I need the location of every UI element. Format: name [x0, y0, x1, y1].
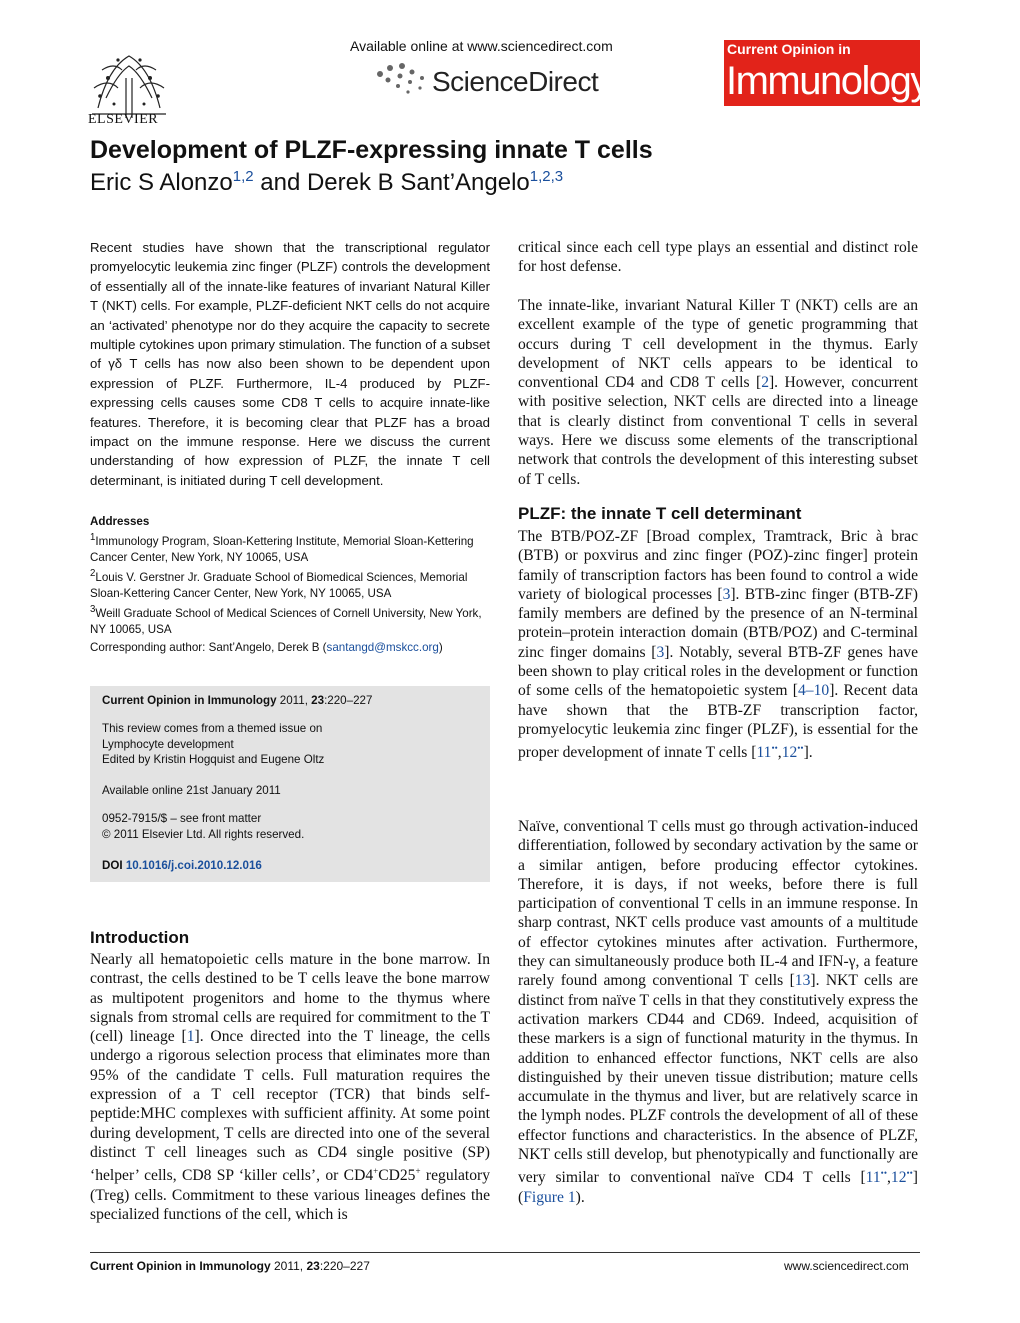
author-2: and Derek B Sant’Angelo — [253, 169, 530, 196]
infobox-issn: 0952-7915/$ – see front matter — [102, 812, 262, 825]
journal-banner — [724, 40, 929, 106]
available-online-text: Available online at www.sciencedirect.com — [350, 38, 613, 54]
infobox-theme-2: Lymphocyte development — [102, 738, 234, 751]
corresponding-author: Corresponding author: Sant’Angelo, Derek B (santangd@mskcc.org) — [90, 641, 443, 654]
author-line — [90, 168, 563, 197]
infobox-copyright: © 2011 Elsevier Ltd. All rights reserved. — [102, 828, 305, 841]
infobox-editors: Edited by Kristin Hogquist and Eugene Oltz — [102, 753, 325, 766]
address-item: $^3$Weill Graduate School of Medical Sciences of Cornell University, New York, NY 10065, USA — [90, 604, 482, 637]
abstract: Recent studies have shown that the transcriptional regulator promyelocytic leukemia zinc finger (PLZF) controls the development of essentially all of the innate-like features of invariant Natural Killer T (NKT) cells. For example, PLZF-deficient NKT cells do not acquire an ‘activated’ phenotype nor do they acquire the capacity to secrete multiple cytokines upon primary stimulation. The function of a subset of γδ T cells has now also been shown to be dependent upon expression of PLZF. Furthermore, IL-4 produced by PLZF-expressing cells causes some CD8 T cells to acquire innate-like features. Therefore, it is becoming clear that PLZF has a broad impact on the immune response. Here we discuss the current understanding of how expression of PLZF, the innate T cell determinant, is initiated during T cell development. — [90, 240, 490, 488]
addresses — [90, 514, 490, 638]
paragraph: The BTB/POZ-ZF [Broad complex, Tramtrack, Bric à brac (BTB) or poxvirus and zinc finger (POZ)-zinc finger] protein family of transcription factors has been found to control a wide variety of biological processes [3]. BTB-zinc finger (BTB-ZF) family members are defined by the presence of an N-terminal protein–protein interaction domain (BTB/POZ) and C-terminal zinc finger domains [3]. Notably, several BTB-ZF genes have been shown to play critical roles in the development or function of some cells of the hematopoietic system [4–10]. Recent data have shown that the BTB-ZF transcription factor, promyelocytic leukemia zinc finger (PLZF), is essential for the proper development of innate T cells [11••,12••]. — [518, 528, 919, 762]
figure-link[interactable]: Figure 1 — [523, 1188, 576, 1206]
section-heading-plzf: PLZF: the innate T cell determinant — [518, 504, 802, 523]
elsevier-wordmark: ELSEVIER — [88, 112, 159, 127]
addresses-heading: Addresses — [90, 515, 150, 528]
infobox-available: Available online 21st January 2011 — [102, 784, 281, 797]
infobox-theme-1: This review comes from a themed issue on — [102, 722, 323, 735]
journal-banner-top: Current Opinion in — [727, 41, 851, 57]
article-title: Development of PLZF-expressing innate T cells — [90, 136, 653, 164]
address-item: $^2$Louis V. Gerstner Jr. Graduate School of Biomedical Sciences, Memorial Sloan-Kettering Cancer Center, New York, NY 10065, USA — [90, 568, 468, 601]
citation-link[interactable]: 13 — [794, 972, 811, 990]
footer-site[interactable]: www.sciencedirect.com — [784, 1259, 909, 1273]
infobox-citation: Current Opinion in Immunology 2011, 23:220–227 — [102, 694, 373, 707]
doi-link[interactable]: 10.1016/j.coi.2010.12.016 — [125, 859, 262, 872]
infobox-doi: DOI 10.1016/j.coi.2010.12.016 — [102, 859, 262, 872]
citation-link[interactable]: 12 — [890, 1169, 907, 1187]
footer-citation: Current Opinion in Immunology 2011, 23:220–227 — [90, 1259, 370, 1273]
email-link[interactable]: santangd@mskcc.org — [326, 641, 439, 654]
introduction-paragraph: Nearly all hematopoietic cells mature in the bone marrow. In contrast, the cells destined to be T cells leave the bone marrow as multipotent progenitors and home to the thymus where signals from stromal cells are required for commitment to the T (cell) lineage [1]. Once directed into the T lineage, the cells undergo a rigorous selection process that eliminates more than 95% of the candidate T cells. Full maturation requires the expression of a T cell receptor (TCR) that binds self-peptide:MHC complexes with sufficient affinity. At some point during development, T cells are directed into one of the several distinct T cell lineages such as CD4 single positive (SP) ‘helper’ cells, CD8 SP ‘killer cells’, or CD4+CD25+ regulatory (Treg) cells. Commitment to these various lineages defines the specialized functions of the cell, which is — [90, 951, 491, 1224]
footer-divider — [90, 1252, 920, 1253]
citation-link[interactable]: 3 — [656, 643, 665, 661]
citation-link[interactable]: 11 — [865, 1169, 881, 1187]
paragraph: Naïve, conventional T cells must go through activation-induced differentiation, followed by secondary activation by the same or a similar antigen, before producing effector cytokines. Therefore, it is days, if not weeks, before there is full participation of conventional T cells in an immune response. In sharp contrast, NKT cells produce vast amounts of a multitude of effector cytokines minutes after activation. Furthermore, they can simultaneously produce both IL-4 and IFN-γ, a feature rarely found among conventional T cells [13]. NKT cells are distinct from naïve T cells in that they constitutively express the activation markers CD44 and CD69. Indeed, acquisition of these markers is a sign of functional maturity in the thymus. In addition to enhanced effector functions, NKT cells are also distinguished by their uneven tissue distribution; mature cells accumulate in the thymus and liver, but are relatively scarce in the lymph nodes. PLZF controls the development of all of these effector functions and characteristics. In the absence of PLZF, NKT cells still develop, but phenotypically and functionally are very similar to conventional naïve CD4 T cells [11••,12••] (Figure 1). — [518, 818, 919, 1206]
journal-banner-title: Immunology — [726, 59, 929, 103]
introduction-heading: Introduction — [90, 928, 190, 947]
citation-link[interactable]: 11 — [756, 744, 772, 762]
sciencedirect-dots-icon — [372, 60, 432, 100]
author-2-affiliation[interactable]: 1,2,3 — [529, 168, 564, 185]
paragraph: critical since each cell type plays an essential and distinct role for host defense. — [518, 239, 918, 276]
citation-link[interactable]: 3 — [722, 585, 731, 603]
address-item: $^1$Immunology Program, Sloan-Kettering Institute, Memorial Sloan-Kettering Cancer Center, New York, NY 10065, USA — [90, 532, 474, 565]
sciencedirect-logo: ScienceDirect — [432, 66, 599, 97]
citation-link[interactable]: 1 — [186, 1028, 195, 1046]
paragraph: The innate-like, invariant Natural Killer T (NKT) cells are an excellent example of the type of genetic programming that occurs during T cell development in the thymus. Early development of NKT cells appears to be identical to conventional CD4 and CD8 T cells [2]. However, concurrent with positive selection, NKT cells are directed into a lineage that is clearly distinct from conventional T cells in several ways. Here we discuss some elements of the transcriptional network that controls the development of this interesting subset of T cells. — [518, 297, 918, 488]
article-info-box — [90, 686, 490, 882]
citation-link[interactable]: 4–10 — [798, 682, 830, 700]
citation-link[interactable]: 12 — [781, 744, 798, 762]
author-1: Eric S Alonzo — [90, 169, 233, 196]
author-1-affiliation[interactable]: 1,2 — [232, 168, 254, 185]
citation-link[interactable]: 2 — [761, 374, 769, 392]
